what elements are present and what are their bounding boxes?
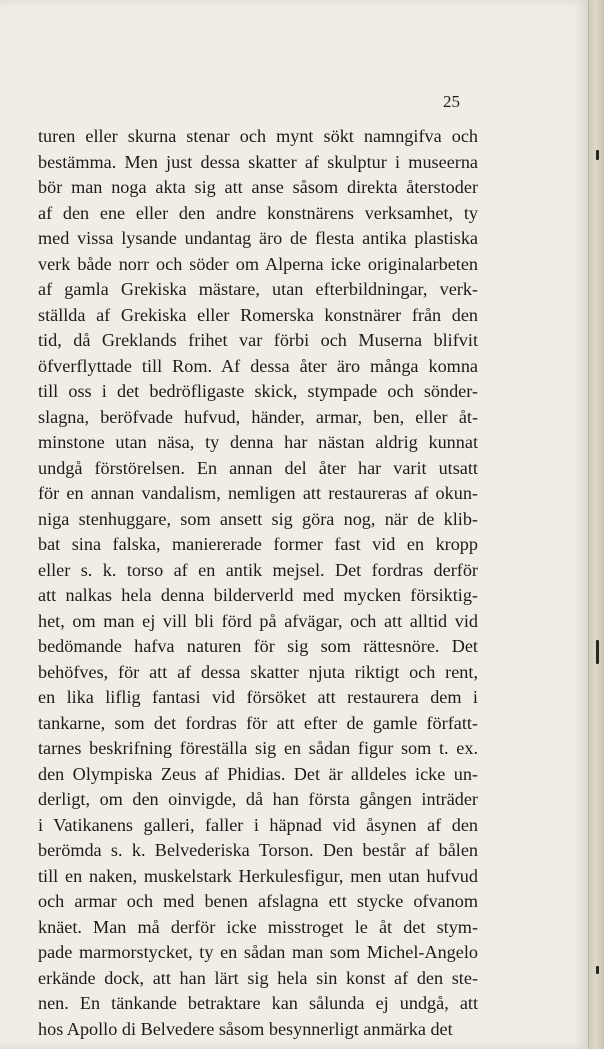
- text-line: eller s. k. torso af en antik mejsel. Det fordras derför: [38, 559, 478, 580]
- text-line: tankarne, som det fordras för att efter de gamle författ-: [38, 712, 478, 733]
- edge-mark: [596, 966, 599, 974]
- text-line: turen eller skurna stenar och mynt sökt namngifva och: [38, 126, 478, 146]
- text-line: undgå förstörelsen. En annan del åter har varit utsatt: [38, 457, 478, 478]
- text-line: niga stenhuggare, som ansett sig göra nog, när de klib-: [38, 508, 478, 529]
- text-line: bör man noga akta sig att anse såsom direkta återstoder: [38, 177, 478, 197]
- text-line: den Olympiska Zeus af Phidias. Det är alldeles icke un-: [38, 763, 478, 784]
- text-line: ställda af Grekiska eller Romerska konstnärer från den: [38, 304, 478, 325]
- text-line: af den ene eller den andre konstnärens verksamhet, ty: [38, 202, 478, 223]
- text-line: berömda s. k. Belvederiska Torson. Den består af bålen: [38, 840, 478, 860]
- text-line: och armar och med benen afslagna ett stycke ofvanom: [38, 891, 478, 911]
- text-line: bedömande hafva naturen för sig som rättesnöre. Det: [38, 636, 478, 656]
- text-line: behöfves, för att af dessa skatter njuta riktigt och rent,: [38, 661, 478, 682]
- text-line: knäet. Man må derför icke misstroget le åt det stym-: [38, 916, 478, 937]
- text-line: för en annan vandalism, nemligen att restaureras af okun-: [38, 483, 478, 503]
- text-line: erkände dock, att han lärt sig hela sin konst af den ste-: [38, 967, 478, 988]
- text-line: derligt, om den oinvigde, då han första gången inträder: [38, 789, 478, 809]
- text-line: minstone utan näsa, ty denna har nästan aldrig kunnat: [38, 432, 478, 452]
- page-number: 25: [443, 92, 460, 111]
- edge-mark: [596, 150, 599, 160]
- text-line: tid, då Greklands frihet var förbi och Muserna blifvit: [38, 330, 478, 350]
- text-line: att nalkas hela denna bilderverld med mycken försiktig-: [38, 585, 478, 605]
- text-line: i Vatikanens galleri, faller i häpnad vid åsynen af den: [38, 814, 478, 835]
- text-line: till oss i det bedröfligaste skick, stympade och sönder-: [38, 381, 478, 401]
- edge-mark: [596, 640, 599, 664]
- text-line: bestämma. Men just dessa skatter af skulptur i museerna: [38, 151, 478, 172]
- text-line: en lika liflig fantasi vid försöket att restaurera dem i: [38, 687, 478, 707]
- text-line: slagna, beröfvade hufvud, händer, armar, ben, eller åt-: [38, 406, 478, 427]
- text-line: verk både norr och söder om Alperna icke originalarbeten: [38, 253, 478, 274]
- body-text: [38, 124, 478, 1042]
- text-line: nen. En tänkande betraktare kan sålunda ej undgå, att: [38, 993, 478, 1013]
- text-line: till en naken, muskelstark Herkulesfigur, men utan hufvud: [38, 865, 478, 886]
- text-line: af gamla Grekiska mästare, utan efterbildningar, verk-: [38, 279, 478, 299]
- text-line: pade marmorstycket, ty en sådan man som Michel-Angelo: [38, 942, 478, 962]
- text-line: het, om man ej vill bli förd på afvägar, och att alltid vid: [38, 610, 478, 631]
- text-line: öfverflyttade till Rom. Af dessa åter äro många komna: [38, 355, 478, 376]
- text-line: tarnes beskrifning föreställa sig en sådan figur som t. ex.: [38, 738, 478, 758]
- text-line: bat sina falska, maniererade former fast vid en kropp: [38, 534, 478, 554]
- text-line: med vissa lysande undantag äro de flesta antika plastiska: [38, 228, 478, 248]
- text-line: hos Apollo di Belvedere såsom besynnerligt anmärka det: [38, 1018, 453, 1039]
